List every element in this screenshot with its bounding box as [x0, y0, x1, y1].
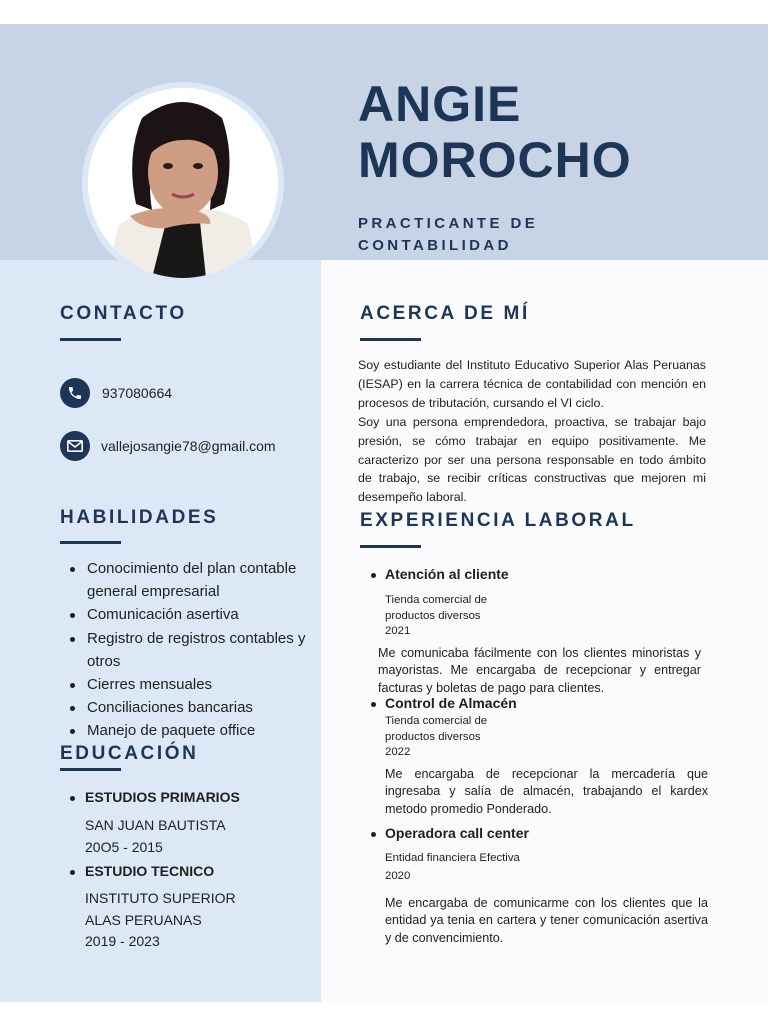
- candidate-name: [358, 76, 632, 188]
- education-title: EDUCACIÓN: [60, 743, 199, 764]
- job-details: [385, 593, 487, 640]
- job-description: Me comunicaba fácilmente con los clientes minoristas y mayoristas. Me encargaba de recepcionar y entregar facturas y boletas de pago para clientes.: [378, 646, 701, 695]
- contact-email: vallejosangie78@gmail.com: [101, 438, 276, 454]
- name-line-2: MOROCHO: [358, 132, 632, 188]
- role-line-2: CONTABILIDAD: [358, 237, 512, 254]
- job-year: 2020: [385, 869, 411, 882]
- education-heading: ESTUDIOS PRIMARIOS: [68, 789, 318, 805]
- job-year: 2021: [385, 625, 411, 637]
- job-title: Operadora call center: [370, 825, 529, 841]
- job-company: Entidad financiera Efectiva: [385, 852, 520, 864]
- education-item-technical: [68, 863, 318, 953]
- about-title-rule: [360, 338, 421, 341]
- education-years: 2019 - 2023: [85, 933, 160, 949]
- job-title: Control de Almacén: [370, 695, 517, 711]
- education-school: INSTITUTO SUPERIOR: [85, 890, 236, 906]
- job-company-line-2: productos diversos: [385, 730, 481, 743]
- education-school: SAN JUAN BAUTISTA: [85, 817, 226, 833]
- mail-icon: [60, 431, 90, 461]
- role-line-1: PRACTICANTE DE: [358, 215, 539, 232]
- job-company-line-2: productos diversos: [385, 609, 481, 622]
- skill-item: Comunicación asertiva: [60, 603, 315, 626]
- profile-photo: [88, 88, 278, 278]
- education-heading: ESTUDIO TECNICO: [68, 863, 318, 879]
- job-details: [385, 851, 520, 884]
- job-role: [358, 213, 538, 257]
- skill-item: Conocimiento del plan contable general empresarial: [60, 557, 315, 603]
- contact-phone: 937080664: [102, 385, 173, 401]
- job-company: Tienda comercial de: [385, 594, 488, 606]
- contact-title: CONTACTO: [60, 303, 187, 324]
- job-title: Atención al cliente: [370, 566, 509, 582]
- about-paragraph: Soy estudiante del Instituto Educativo Superior Alas Peruanas (IESAP) en la carrera técnica de contabilidad con mención en procesos de tributación, cursando el VI ciclo.: [358, 358, 706, 410]
- skills-title-rule: [60, 541, 121, 544]
- experience-title-rule: [360, 545, 421, 548]
- job-company: Tienda comercial de: [385, 715, 488, 727]
- skill-item: Registro de registros contables y otros: [60, 627, 315, 673]
- skill-item: Manejo de paquete office: [60, 719, 315, 742]
- job-description: Me encargaba de comunicarme con los clientes que la entidad ya tenia en cartera y tener comunicación asertiva y de convencimiento.: [385, 896, 708, 945]
- contact-email-row: [60, 431, 276, 461]
- education-school-line-2: ALAS PERUANAS: [85, 911, 202, 928]
- contact-phone-row: [60, 378, 172, 408]
- about-title: ACERCA DE MÍ: [360, 303, 530, 324]
- education-title-rule: [60, 768, 121, 771]
- education-item-primary: [68, 789, 318, 858]
- skills-title: HABILIDADES: [60, 507, 219, 528]
- experience-title: EXPERIENCIA LABORAL: [360, 510, 636, 531]
- about-paragraph: Soy una persona emprendedora, proactiva, se trabajar bajo presión, se cómo trabajar en equipo positivamente. Me caracterizo por ser una persona responsable en todo ámbito de trabajo, se recibir críticas constructivas que mejoren mi desempeño laboral.: [358, 414, 706, 505]
- job-description: Me encargaba de recepcionar la mercadería que ingresaba y salía de almacén, trabajando el kardex metodo promedio Ponderado.: [385, 767, 708, 816]
- skill-item: Conciliaciones bancarias: [60, 696, 315, 719]
- contact-title-rule: [60, 338, 121, 341]
- education-years: 20O5 - 2015: [85, 838, 163, 855]
- skill-item: Cierres mensuales: [60, 673, 315, 696]
- phone-icon: [60, 378, 90, 408]
- skills-list: [60, 557, 315, 743]
- job-details: [385, 714, 487, 761]
- profile-photo-illustration: [88, 88, 278, 278]
- job-year: 2022: [385, 746, 411, 758]
- name-line-1: ANGIE: [358, 76, 522, 132]
- about-text: [358, 356, 706, 507]
